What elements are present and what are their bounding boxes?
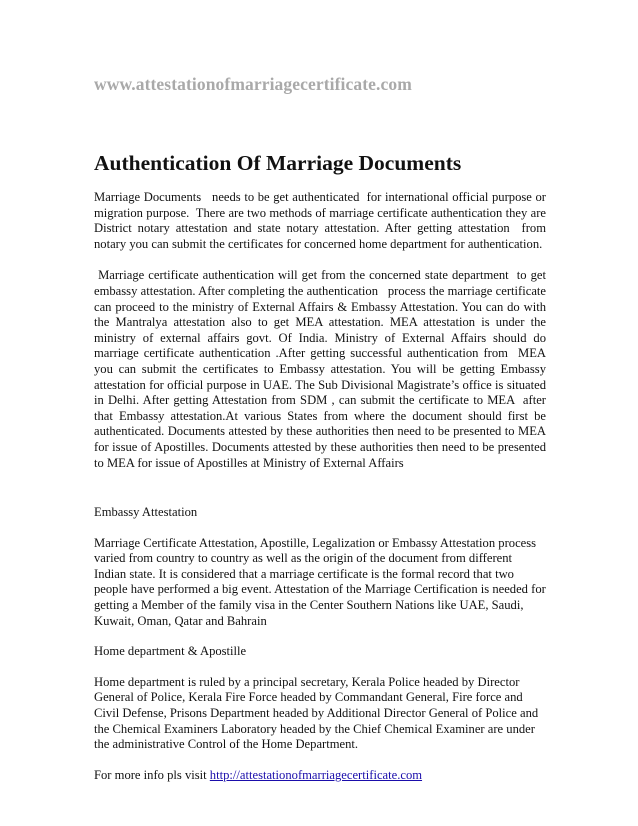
paragraph-home-department: Home department is ruled by a principal secretary, Kerala Police headed by Director General of Police, Kerala Fire Force headed by Commandant General, Fire force and Civil Defense, Prisons Department headed by Additional Director General of Police and the Chemical Examiners Laboratory headed by the Chief Chemical Examiner are under the administrative Control of the Home Department. — [94, 674, 539, 752]
section-heading-embassy-attestation: Embassy Attestation — [94, 505, 198, 520]
section-heading-home-department: Home department & Apostille — [94, 644, 247, 659]
footer-prefix-text: For more info pls visit — [94, 767, 210, 782]
paragraph-authentication-process: Marriage certificate authentication will get from the concerned state department to get embassy attestation. After completing the authentication process the marriage certificate can proceed to the ministry of External Affairs & Embassy Attestation. You can do with the Mantralya attestation also to get MEA attestation. MEA attestation is under the ministry of external affairs govt. Of India. Ministry of External Affairs should do marriage certificate authentication .After getting successful authentication from MEA you can submit the certificates to Embassy attestation. You will be getting Embassy attestation for official purpose in UAE. The Sub Divisional Magistrate’s office is situated in Delhi. After getting Attestation from SDM , can submit the certificate to MEA after that Embassy attestation.At various States from where the document should first be authenticated. Documents attested by these authorities then need to be presented to MEA for issue of Apostilles. Documents attested by these authorities then need to be presented to MEA for issue of Apostilles at Ministry of External Affairs — [94, 268, 550, 470]
paragraph-intro: Marriage Documents needs to be get authenticated for international official purpose or migration purpose. There are two methods of marriage certificate authentication they are District notary attestation and state notary attestation. After getting attestation from notary you can submit the certificates for concerned home department for authentication. — [94, 190, 550, 251]
document-page — [94, 74, 550, 783]
footer-info-line — [94, 768, 546, 784]
document-title: Authentication Of Marriage Documents — [94, 151, 462, 175]
paragraph-embassy-attestation: Marriage Certificate Attestation, Apostille, Legalization or Embassy Attestation process varied from country to country as well as the origin of the document from different Indian state. It is considered that a marriage certificate is the formal record that two people have performed a big event. Attestation of the Marriage Certification is needed for getting a Member of the family visa in the Center Southern Nations like UAE, Saudi, Kuwait, Oman, Qatar and Bahrain — [94, 535, 546, 628]
footer-website-link[interactable]: http://attestationofmarriagecertificate.com — [209, 767, 423, 782]
site-url-header: www.attestationofmarriagecertificate.com — [94, 74, 412, 94]
